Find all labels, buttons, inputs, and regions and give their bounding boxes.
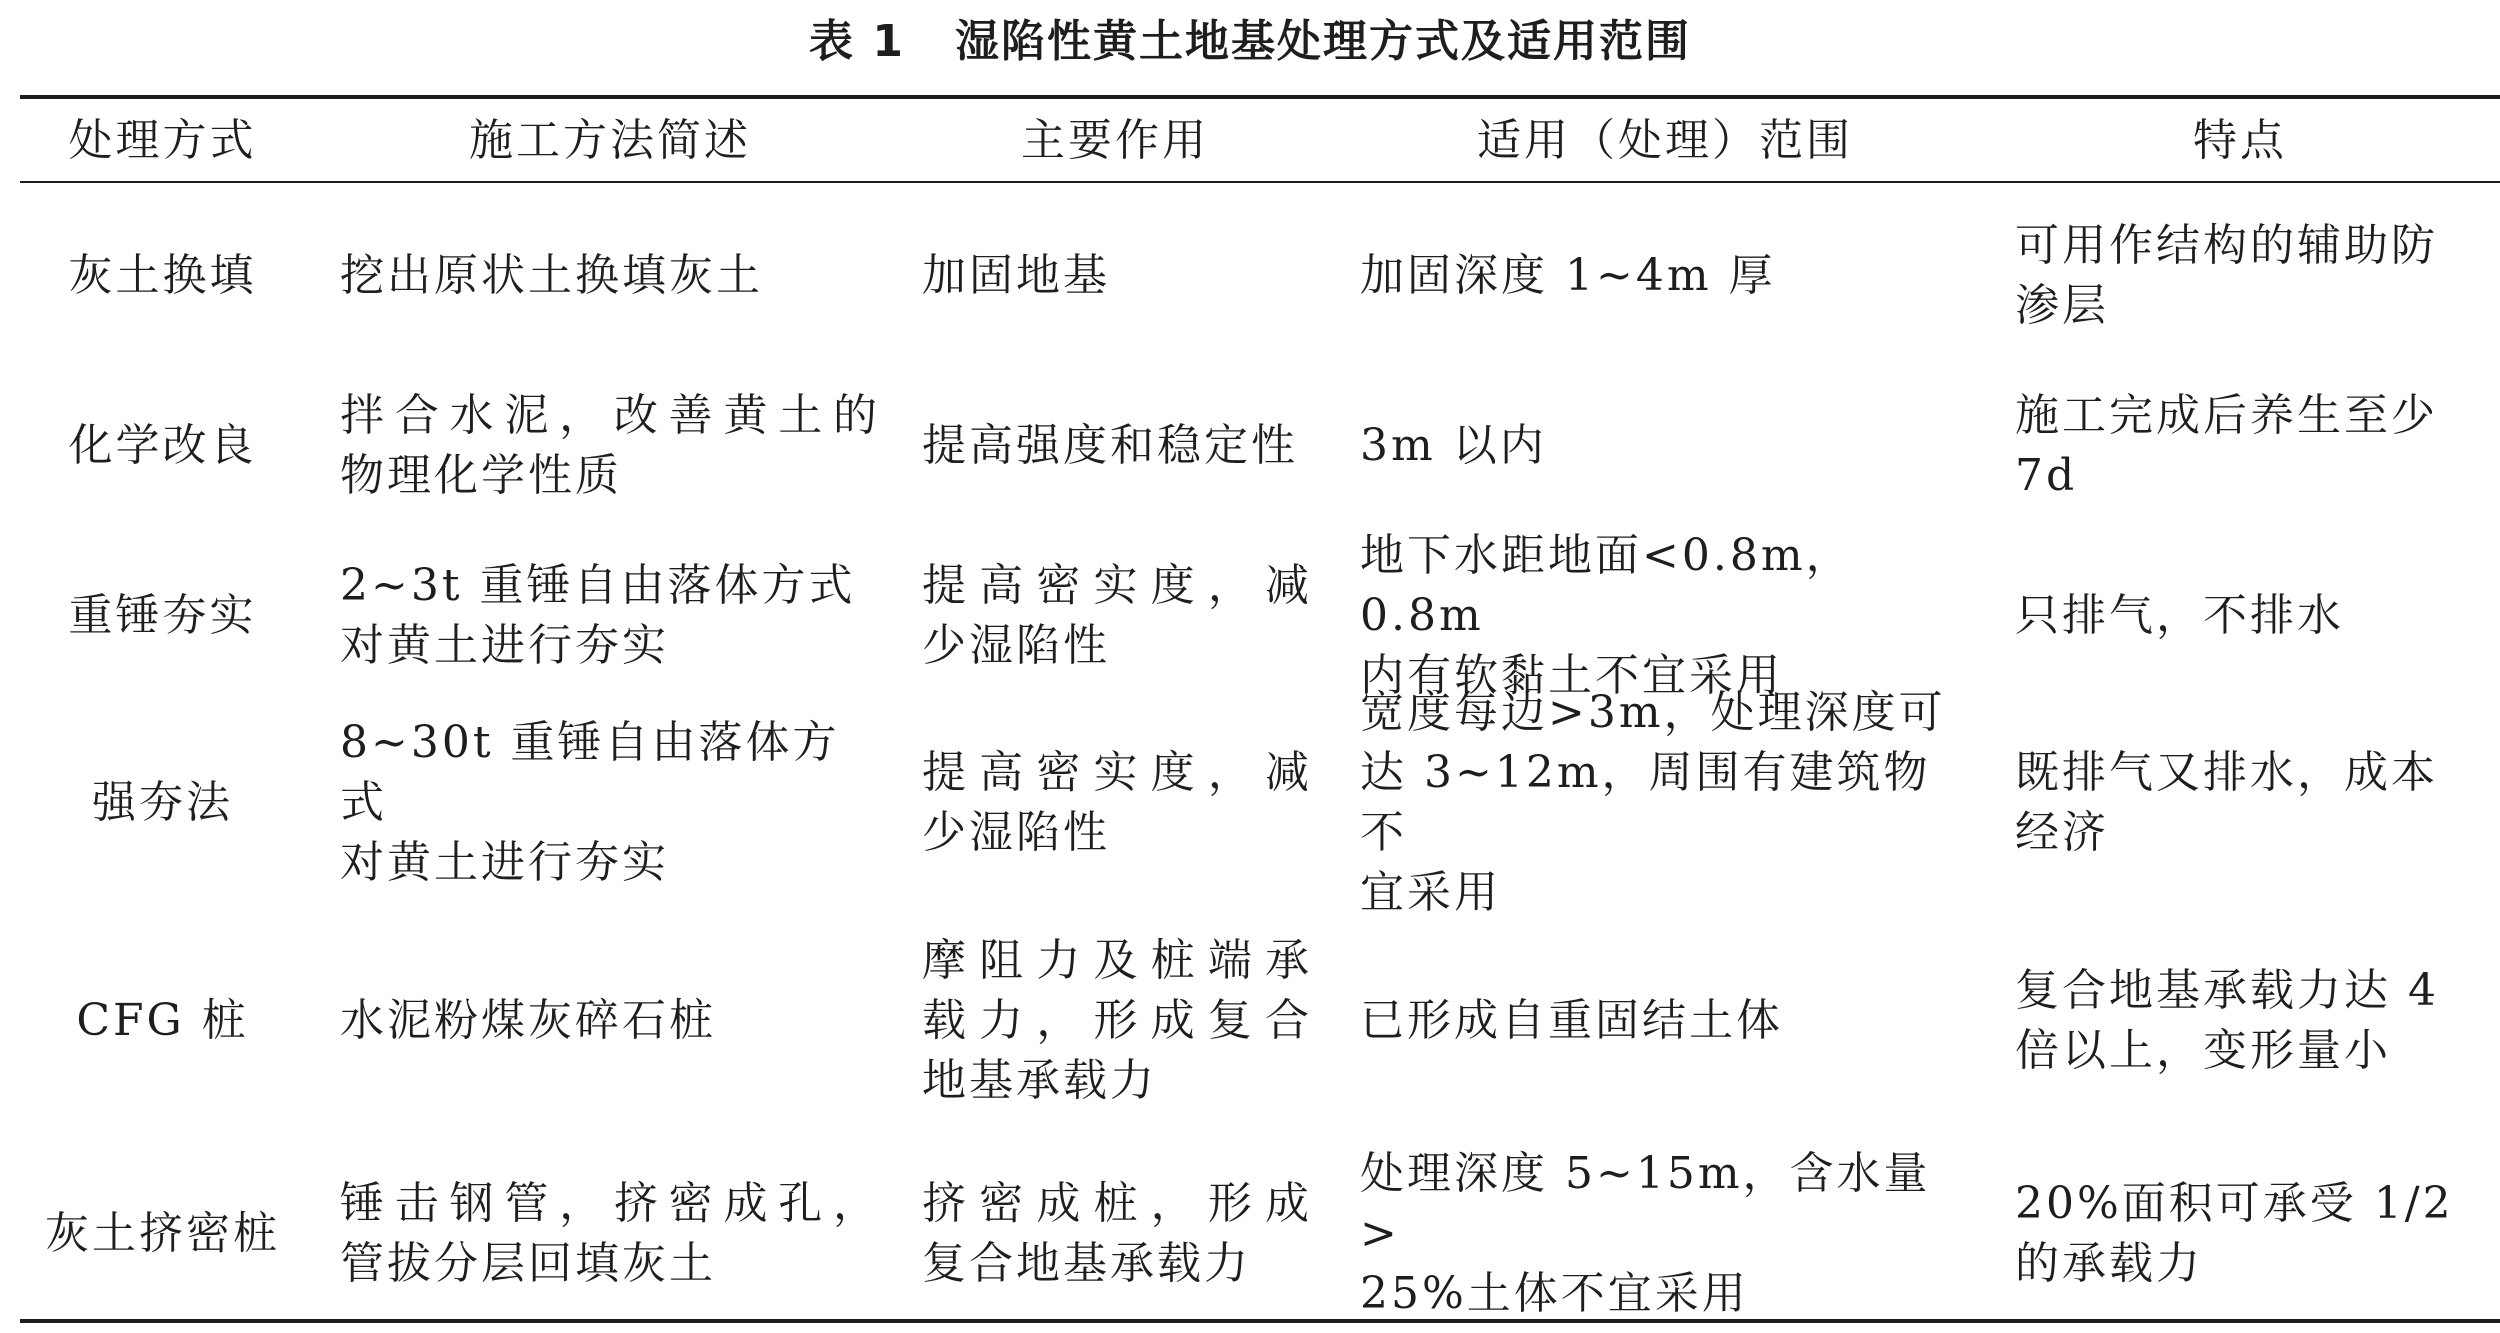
- row-6-feature: [2015, 1173, 2485, 1295]
- bottom-rule: [20, 1319, 2500, 1323]
- row-4-effect: [922, 712, 1312, 894]
- row-4-construction-line: 8~30t 重锤自由落体方式: [340, 717, 840, 828]
- row-1-method: 灰土换填: [68, 250, 257, 301]
- row-3-feature-line: 只排气，不排水: [2015, 590, 2344, 641]
- row-5-scope-line: 已形成自重固结土体: [1360, 995, 1783, 1046]
- row-2-scope-line: 3m 以内: [1360, 420, 1547, 471]
- row-3-construction-line: 对黄土进行夯实: [340, 620, 669, 671]
- row-6-effect: [922, 1173, 1312, 1295]
- row-3-effect-line: 提高密实度，减: [922, 560, 1312, 611]
- row-2-construction-line: 物理化学性质: [340, 450, 622, 501]
- row-3-effect-line: 少湿陷性: [922, 620, 1110, 671]
- row-5-effect-line: 地基承载力: [922, 1055, 1157, 1106]
- row-6-scope-line: 25%土体不宜采用: [1360, 1268, 1749, 1319]
- row-3-feature: [2015, 555, 2485, 677]
- row-2-construction: [340, 385, 880, 507]
- row-4-effect-line: 提高密实度，减: [922, 747, 1312, 798]
- row-1-feature-line: 可用作结构的辅助防: [2015, 220, 2438, 271]
- header-method: 处理方式: [68, 115, 257, 166]
- row-1-construction-line: 挖出原状土换填灰土: [340, 250, 763, 301]
- row-5-construction-line: 水泥粉煤灰碎石桩: [340, 995, 716, 1046]
- row-3-scope-line: 地下水距地面<0.8m，0.8m: [1360, 530, 1853, 641]
- row-1-feature-line: 渗层: [2015, 280, 2109, 331]
- row-2-effect: [922, 385, 1312, 507]
- row-3-construction: [340, 555, 880, 677]
- row-4-feature: [2015, 712, 2485, 894]
- row-5-method: CFG 桩: [76, 995, 249, 1046]
- table-caption: [0, 10, 2500, 74]
- row-4-effect-line: 少湿陷性: [922, 807, 1110, 858]
- row-1-feature: [2015, 215, 2485, 337]
- row-4-feature-line: 经济: [2015, 807, 2109, 858]
- table-title: 湿陷性黄土地基处理方式及适用范围: [954, 16, 1691, 67]
- header-scope: 适用（处理）范围: [1477, 115, 1853, 166]
- row-5-scope: [1360, 930, 1970, 1112]
- row-6-scope: [1360, 1148, 1970, 1319]
- row-6-scope-line: 处理深度 5~15m，含水量>: [1360, 1148, 1931, 1259]
- row-1-construction: [340, 215, 880, 337]
- header-construction: 施工方法简述: [469, 115, 751, 166]
- top-rule: [20, 95, 2500, 99]
- row-1-effect: [922, 215, 1312, 337]
- row-1-scope-line: 加固深度 1~4m 厚: [1360, 250, 1776, 301]
- row-5-construction: [340, 930, 880, 1112]
- row-5-effect-line: 载力，形成复合: [922, 995, 1312, 1046]
- row-1-scope: [1360, 215, 1970, 337]
- row-3-method: 重锤夯实: [68, 590, 257, 641]
- row-4-construction-line: 对黄土进行夯实: [340, 837, 669, 888]
- row-6-construction-line: 管拔分层回填灰土: [340, 1238, 716, 1289]
- table-number: 表 1: [809, 16, 905, 67]
- row-4-scope-line: 达 3~12m，周围有建筑物不: [1360, 747, 1931, 858]
- row-3-scope-line: 内有软黏土不宜采用: [1360, 650, 1783, 701]
- row-5-feature-line: 倍以上，变形量小: [2015, 1025, 2391, 1076]
- row-5-feature: [2015, 930, 2485, 1112]
- row-2-construction-line: 拌合水泥，改善黄土的: [340, 390, 880, 441]
- row-6-effect-line: 挤密成桩，形成: [922, 1178, 1312, 1229]
- row-2-feature: [2015, 385, 2485, 507]
- row-6-method: 灰土挤密桩: [45, 1208, 280, 1259]
- row-1-effect-line: 加固地基: [922, 250, 1110, 301]
- row-4-construction: [340, 712, 880, 894]
- header-rule: [20, 181, 2500, 183]
- row-3-scope: [1360, 530, 1970, 701]
- row-6-construction-line: 锤击钢管，挤密成孔，: [340, 1178, 880, 1229]
- row-4-scope-line: 宜采用: [1360, 867, 1501, 918]
- row-6-effect-line: 复合地基承载力: [922, 1238, 1251, 1289]
- header-feature: 特点: [2193, 115, 2287, 166]
- row-5-effect: [922, 930, 1312, 1112]
- row-4-method: 强夯法: [92, 777, 233, 828]
- row-4-scope: [1360, 687, 1970, 918]
- row-2-feature-line: 施工完成后养生至少 7d: [2015, 390, 2438, 501]
- row-6-construction: [340, 1173, 880, 1295]
- row-3-effect: [922, 555, 1312, 677]
- header-effect: 主要作用: [1021, 115, 1209, 166]
- row-5-feature-line: 复合地基承载力达 4: [2015, 965, 2439, 1016]
- row-4-feature-line: 既排气又排水，成本: [2015, 747, 2438, 798]
- row-3-construction-line: 2~3t 重锤自由落体方式: [340, 560, 856, 611]
- row-4-scope-line: 宽度每边>3m，处理深度可: [1360, 687, 1946, 738]
- row-6-feature-line: 20%面积可承受 1/2: [2015, 1178, 2454, 1229]
- row-2-scope: [1360, 385, 1970, 507]
- row-2-effect-line: 提高强度和稳定性: [922, 420, 1298, 471]
- row-5-effect-line: 摩阻力及桩端承: [922, 935, 1312, 986]
- row-2-method: 化学改良: [68, 420, 257, 471]
- row-6-feature-line: 的承载力: [2015, 1238, 2203, 1289]
